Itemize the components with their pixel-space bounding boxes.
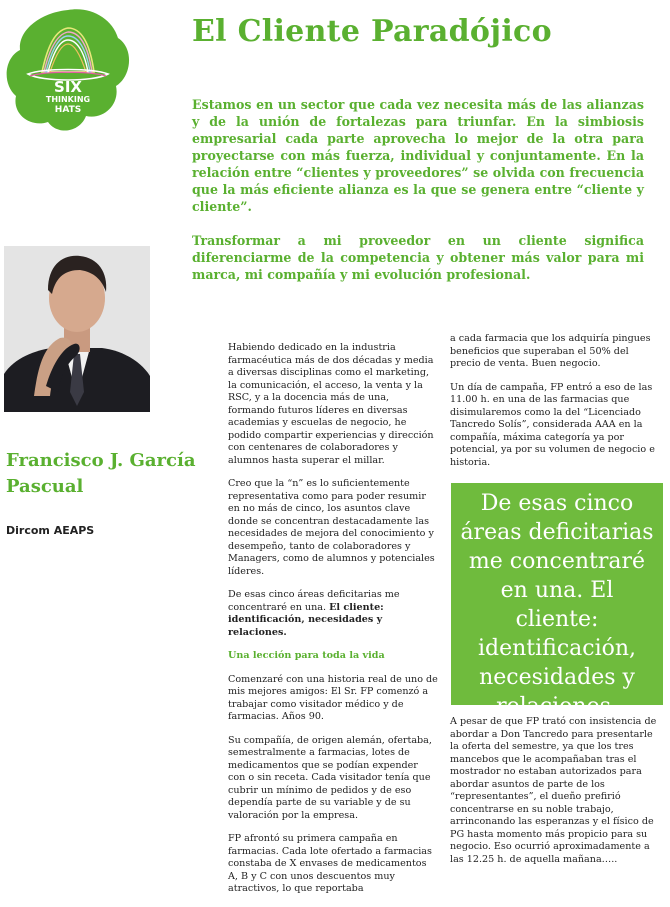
article-column-3 [450,716,660,877]
article-title: El Cliente Paradójico [192,14,552,49]
col1-p3-text: De esas cinco áreas deficitarias me concentraré en una. [228,589,400,613]
article-column-2 [450,333,660,480]
intro-paragraph-1: Estamos en un sector que cada vez necesita más de las alianzas y de la unión de fortalezas para triunfar. En la simbiosis empresarial cada parte aprovecha lo mejor de la otra para proyectarse con más fuerza, individual y conjuntamente. En la relación entre “clientes y proveedores” se olvida con frecuencia que la más eficiente alianza es la que se genera entre “cliente y cliente”. [192,97,644,214]
logo-text-six: SIX [54,78,82,96]
col1-paragraph-5: Su compañía, de origen alemán, ofertaba, semestralmente a farmacias, lotes de medicamentos que se podían expender con o sin receta. Cada visitador tenía que cubrir un mínimo de pedidos y de eso dependía parte de su variable y de su valoración por la empresa. [228,734,432,821]
col1-paragraph-3 [228,589,438,639]
six-thinking-hats-logo [4,4,132,140]
col1-paragraph-6: FP afrontó su primera campaña en farmacias. Cada lote ofertado a farmacias constaba de X envases de medicamentos A, B y C con unos descuentos muy atractivos, lo que reportaba [228,833,432,894]
author-role: Dircom AEAPS [6,524,95,537]
intro-paragraph-2: Transformar a mi proveedor en un cliente significa diferenciarme de la competencia y obtener más valor para mi marca, mi compañía y mi evolución profesional. [192,233,644,282]
col2-paragraph-1: a cada farmacia que los adquiría pingues beneficios que superaban el 50% del precio de venta. Buen negocio. [450,333,651,369]
intro-block [192,96,644,283]
col2-paragraph-2: Un día de campaña, FP entró a eso de las 11.00 h. en una de las farmacias que disimularemos como la del “Licenciado Tancredo Solís”, considerada AAA en la compañía, máxima categoría ya por potencial, ya por su volumen de negocio e historia. [450,381,655,468]
logo-text-thinking: THINKING [45,95,91,104]
author-name: Francisco J. García Pascual [6,450,196,497]
author-photo [4,246,150,412]
col1-paragraph-2: Creo que la “n” es lo suficientemente representativa como para poder resumir en no más de cinco, los asuntos clave donde se concentran destacadamente las necesidades de mejora del conocimiento y desempeño, tanto de colaboradores y Managers, como de alumnos y potenciales líderes. [228,478,435,577]
col1-p3-bold: El cliente: identificación, necesidades y relaciones. [228,601,384,638]
section-subhead: Una lección para toda la vida [228,650,385,661]
article-column-1 [228,342,438,907]
col3-paragraph-1: A pesar de que FP trató con insistencia de abordar a Don Tancredo para presentarle la oferta del semestre, ya que los tres mancebos que le acompañaban tras el mostrador no estaban autorizados para abordar asuntos de parte de los “representantes”, el dueño prefirió concentrarse en su noble trabajo, arrinconando las esperanzas y el físico de PG hasta momento más propicio para su negocio. Eso ocurrió aproximadamente a las 12.25 h. de aquella mañana….. [450,716,657,865]
pull-quote: De esas cinco áreas deficitarias me concentraré en una. El cliente: identificación, necesidades y relaciones. [451,483,663,705]
col1-paragraph-1: Habiendo dedicado en la industria farmacéutica más de dos décadas y media a diversas disciplinas como el marketing, la comunicación, el acceso, la venta y la RSC, y a la docencia más de una, formando futuros líderes en diversas academias y escuelas de negocio, he podido compartir experiencias y dirección con centenares de colaboradores y alumnos hasta superar el millar. [228,342,434,466]
col1-paragraph-4: Comenzaré con una historia real de uno de mis mejores amigos: El Sr. FP comenzó a trabajar como visitador médico y de farmacias. Años 90. [228,673,438,722]
logo-text-hats: HATS [54,105,82,115]
